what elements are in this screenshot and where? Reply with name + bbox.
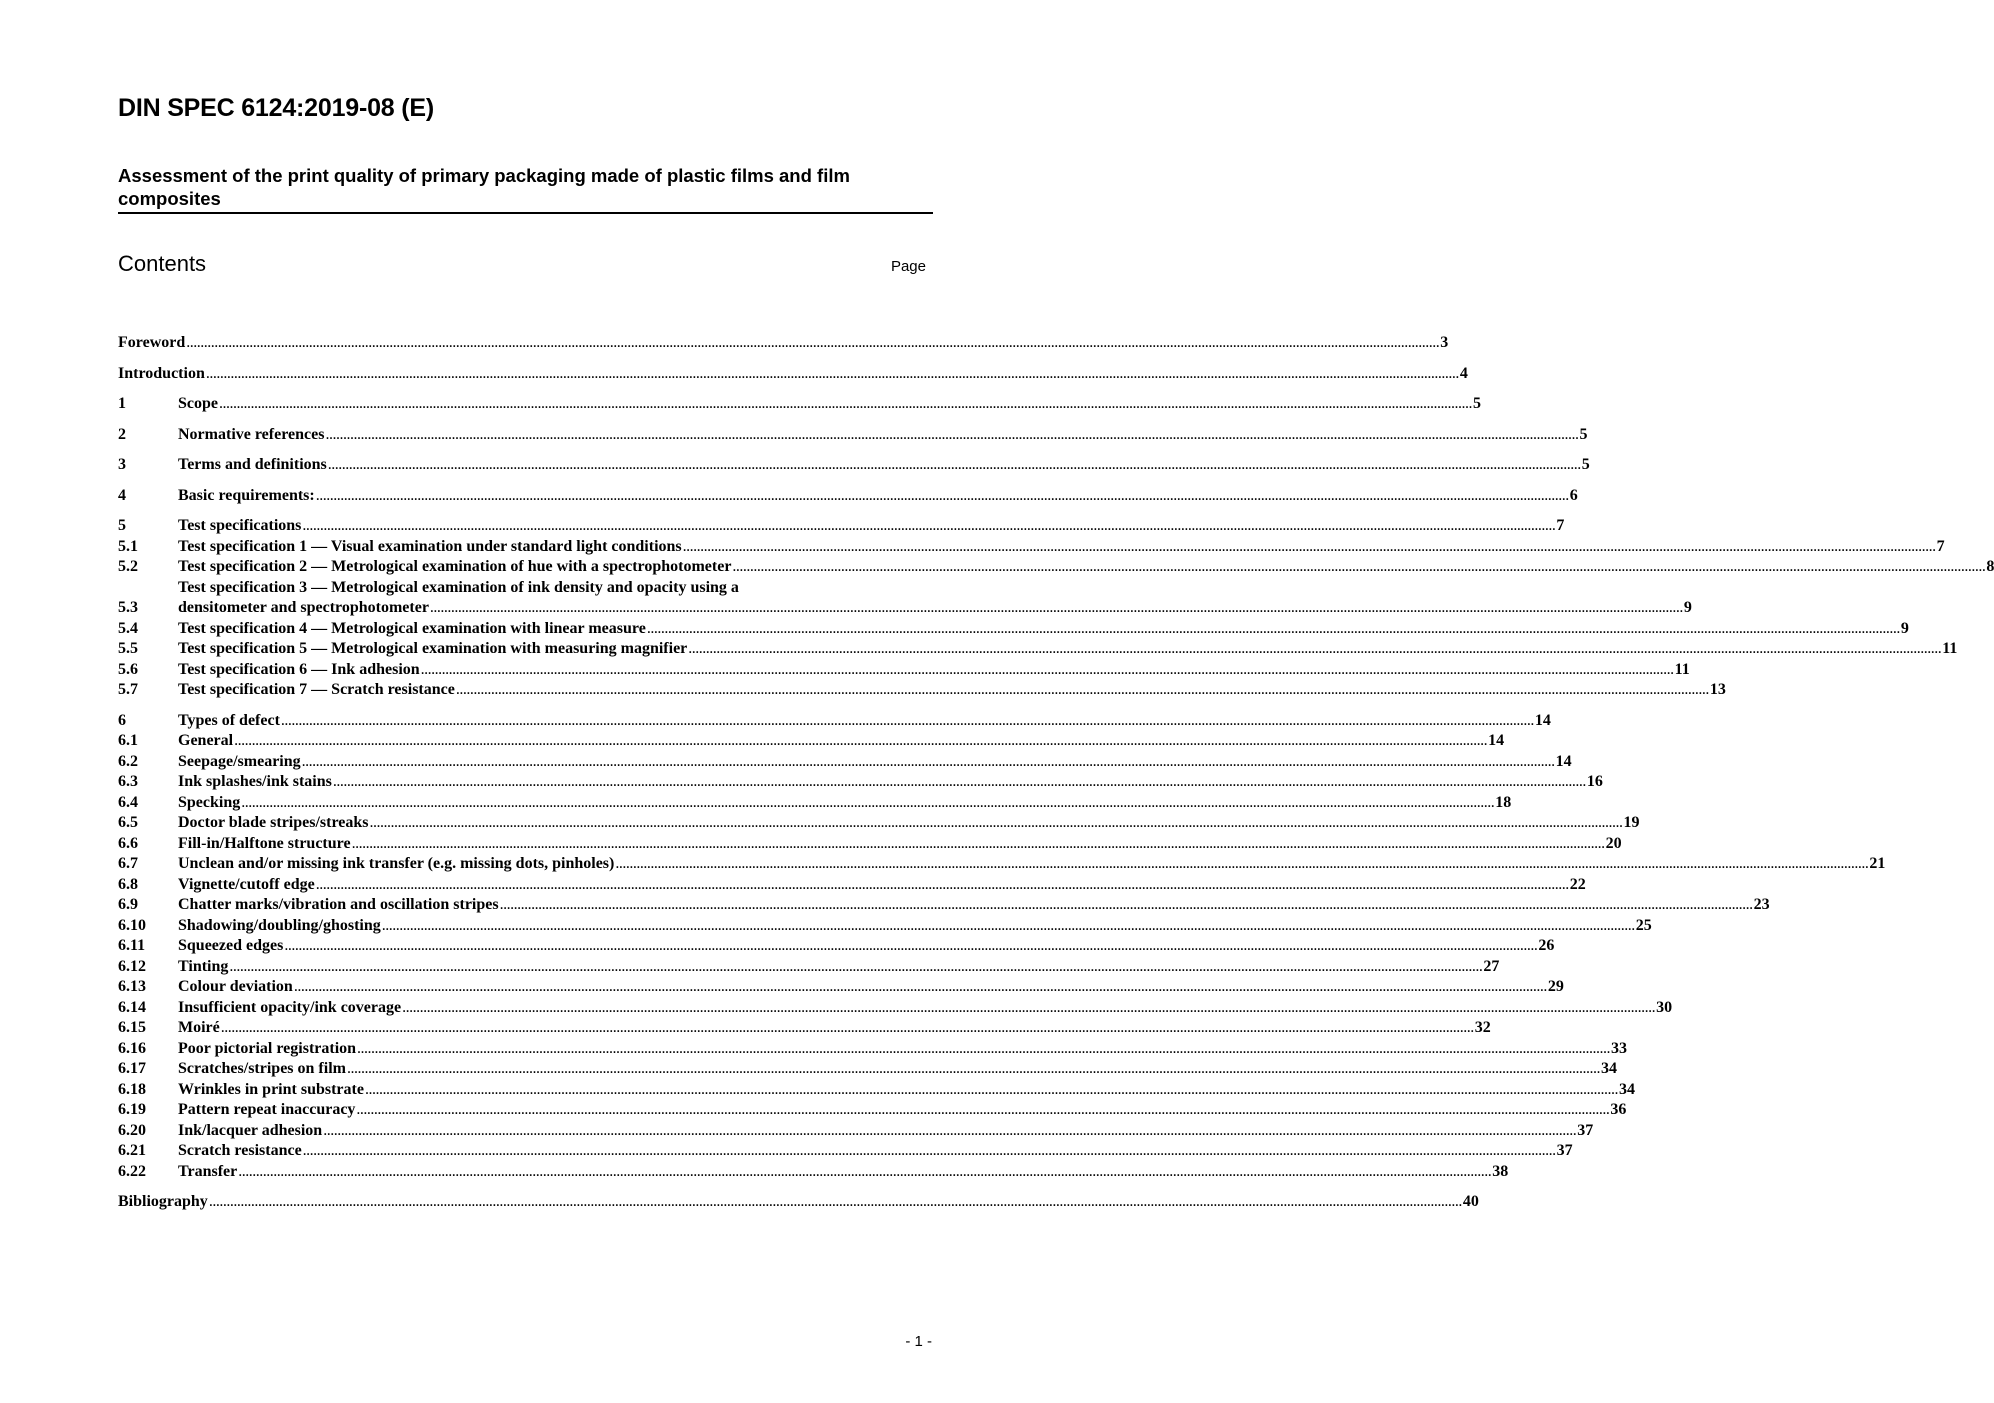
toc-entry[interactable] [118,660,1690,681]
toc-entry-title: Vignette/cutoff edge [178,875,315,893]
toc-entry-number: 6.18 [118,1080,146,1098]
toc-entry-title: Specking [178,793,241,811]
toc-entry[interactable] [118,680,1726,701]
toc-entry-page: 18 [1495,793,1512,811]
toc-entry[interactable] [118,364,1468,385]
toc-entry[interactable] [118,875,1586,896]
toc-entry-title: Insufficient opacity/ink coverage [178,998,402,1016]
toc-leader-dots [221,1018,1474,1039]
toc-entry-title: Ink splashes/ink stains [178,773,332,790]
toc-entry-page: 34 [1618,1080,1635,1098]
toc-entry-page: 14 [1534,711,1551,729]
toc-entry-page: 11 [1942,640,1958,657]
toc-entry-title: Pattern repeat inaccuracy [178,1101,356,1118]
toc-entry-number: 6.19 [118,1101,146,1118]
toc-entry[interactable] [118,1121,1594,1142]
toc-entry-page: 40 [1462,1193,1479,1210]
toc-entry-page: 14 [1555,752,1572,770]
toc-leader-dots [302,516,1555,537]
toc-leader-dots [688,639,1941,660]
toc-entry-number: 6.16 [118,1039,146,1057]
toc-entry-number: 5.5 [118,640,138,657]
toc-entry-number: 5.7 [118,681,138,698]
toc-entry-number: 5.3 [118,599,138,616]
toc-entry-title: Squeezed edges [178,937,284,954]
toc-entry[interactable] [118,1039,1628,1060]
toc-entry-page: 9 [1900,619,1909,637]
toc-leader-dots [328,455,1581,476]
toc-entry-page: 27 [1483,957,1500,975]
toc-entry-number: 6.11 [118,937,146,954]
toc-entry-title: Test specifications [178,517,302,534]
toc-entry-number: 5.2 [118,558,138,575]
toc-entry-number: 6.10 [118,916,146,934]
toc-entry[interactable] [118,455,1590,476]
toc-entry[interactable] [118,425,1588,446]
toc-entry[interactable] [118,977,1564,998]
toc-entry-title: Shadowing/doubling/ghosting [178,916,381,934]
toc-entry-title: Test specification 6 — Ink adhesion [178,660,420,678]
toc-entry-number: 5.1 [118,537,138,555]
toc-leader-dots [647,619,1900,640]
toc-entry-page: 5 [1473,395,1481,412]
contents-heading: Contents [118,251,207,276]
toc-entry-page: 19 [1623,814,1640,831]
toc-entry-title: Tinting [178,957,229,975]
toc-leader-dots [325,425,1578,446]
toc-leader-dots [683,537,1936,558]
toc-leader-dots [382,916,1635,937]
toc-entry-number: 6.5 [118,814,138,831]
toc-entry-title: Test specification 3 — Metrological examination of ink density and opacity using a [178,578,739,596]
toc-entry-number: 6.21 [118,1142,146,1159]
toc-entry-title: Test specification 7 — Scratch resistance [178,681,455,698]
toc-leader-dots [732,557,1985,578]
toc-entry-number: 5.6 [118,660,138,678]
toc-entry[interactable] [118,936,1555,957]
toc-entry-number: 6.9 [118,896,138,913]
toc-leader-dots [241,793,1494,814]
toc-entry-page: 7 [1936,537,1945,555]
toc-entry-title: Poor pictorial registration [178,1039,357,1057]
toc-entry[interactable] [118,854,1886,875]
toc-entry-number: 6 [118,711,126,729]
toc-entry-page: 34 [1600,1060,1617,1077]
toc-entry-number: 1 [118,395,126,412]
toc-entry-title: Scope [178,395,218,412]
toc-entry-title: Doctor blade stripes/streaks [178,814,369,831]
toc-entry-number: 6.7 [118,855,138,872]
toc-entry-title: Test specification 5 — Metrological examination with measuring magnifier [178,640,688,657]
toc-leader-dots [402,998,1655,1019]
toc-entry[interactable] [118,1018,1491,1039]
toc-entry-page: 33 [1611,1039,1628,1057]
toc-entry-number: 5.4 [118,619,138,637]
toc-entry-page: 25 [1635,916,1652,934]
toc-entry[interactable] [118,813,1640,834]
toc-leader-dots [234,731,1487,752]
toc-entry-page: 11 [1674,660,1690,678]
toc-leader-dots [316,486,1569,507]
toc-leader-dots [294,977,1547,998]
page-column-heading: Page [890,258,926,275]
toc-entry-page: 5 [1579,425,1588,443]
toc-entry[interactable] [118,619,1909,640]
toc-entry-page: 8 [1986,558,1994,575]
toc-entry[interactable] [118,998,1673,1019]
toc-entry-number: 6.15 [118,1019,146,1036]
toc-leader-dots [302,752,1555,773]
toc-entry-number: 6.13 [118,978,146,995]
toc-leader-dots [238,1162,1491,1183]
table-of-contents [118,333,1994,1213]
toc-entry[interactable] [118,1162,1509,1183]
toc-leader-dots [209,1192,1462,1213]
toc-leader-dots [323,1121,1576,1142]
toc-leader-dots [333,772,1586,793]
toc-entry-page: 13 [1709,681,1726,698]
toc-entry-page: 5 [1581,456,1590,473]
toc-entry-title: Terms and definitions [178,456,327,473]
toc-leader-dots [316,875,1569,896]
toc-leader-dots [229,957,1482,978]
toc-leader-dots [219,394,1472,415]
toc-entry-title: Transfer [178,1162,238,1180]
toc-entry-title: Seepage/smearing [178,752,301,770]
toc-entry-number: 6.20 [118,1121,146,1139]
toc-leader-dots [206,364,1459,385]
toc-entry-title: Wrinkles in print substrate [178,1080,364,1098]
toc-entry[interactable] [118,537,1945,558]
toc-entry-number: 6.3 [118,773,138,790]
toc-entry[interactable] [118,1080,1635,1101]
toc-entry-title: Bibliography [118,1193,208,1210]
toc-entry[interactable] [118,731,1505,752]
toc-entry-title: Introduction [118,364,205,382]
toc-entry-number: 5 [118,517,126,534]
toc-entry-number: 6.14 [118,998,146,1016]
toc-entry-title: Colour deviation [178,978,293,995]
toc-entry-title: Moiré [178,1019,220,1036]
toc-entry[interactable] [118,394,1481,415]
toc-entry-page: 22 [1569,875,1586,893]
toc-leader-dots [303,1141,1556,1162]
toc-entry-title: Foreword [118,334,186,351]
toc-entry-page: 3 [1440,334,1449,351]
toc-entry-page: 38 [1492,1162,1509,1180]
toc-entry-page: 36 [1610,1101,1627,1118]
toc-entry-page: 37 [1577,1121,1594,1139]
toc-entry-page: 4 [1459,364,1468,382]
toc-leader-dots [365,1080,1618,1101]
toc-entry-number: 6.22 [118,1162,146,1180]
toc-entry-number: 6.17 [118,1060,146,1077]
toc-leader-dots [186,333,1439,354]
toc-leader-dots [352,834,1605,855]
toc-entry-number: 6.8 [118,875,138,893]
toc-entry-title: General [178,732,234,749]
toc-leader-dots [284,936,1537,957]
toc-entry-title: Chatter marks/vibration and oscillation stripes [178,896,499,913]
toc-entry-page: 29 [1547,978,1564,995]
toc-entry-page: 21 [1869,855,1886,872]
toc-leader-dots [370,813,1623,834]
toc-entry-number: 6.12 [118,957,146,975]
toc-leader-dots [281,711,1534,732]
toc-leader-dots [615,854,1868,875]
toc-entry[interactable] [118,639,1958,660]
toc-entry-number: 6.1 [118,732,138,749]
toc-entry-title: Normative references [178,425,325,443]
page-number: - 1 - [905,1333,932,1350]
document-id: DIN SPEC 6124:2019-08 (E) [118,94,434,122]
toc-entry-title: Unclean and/or missing ink transfer (e.g. missing dots, pinholes) [178,855,615,872]
toc-entry-number: 2 [118,425,126,443]
toc-entry[interactable] [118,486,1578,507]
toc-entry-page: 26 [1538,937,1555,954]
toc-entry[interactable] [118,516,1565,537]
toc-leader-dots [430,598,1683,619]
toc-entry[interactable] [118,772,1603,793]
toc-entry-title: Test specification 2 — Metrological examination of hue with a spectrophotometer [178,558,732,575]
toc-leader-dots [356,1100,1609,1121]
toc-entry[interactable] [118,895,1770,916]
toc-entry[interactable] [118,916,1652,937]
toc-entry[interactable] [118,834,1622,855]
toc-entry[interactable] [118,711,1551,732]
toc-entry[interactable] [118,793,1512,814]
toc-entry-page: 30 [1656,998,1673,1016]
toc-entry[interactable] [118,1141,1573,1162]
toc-leader-dots [357,1039,1610,1060]
toc-entry-page: 16 [1586,773,1603,790]
toc-entry[interactable] [118,1192,1479,1213]
toc-entry[interactable] [118,578,1692,619]
toc-entry-number: 6.6 [118,834,138,852]
toc-leader-dots [500,895,1753,916]
toc-entry-page: 20 [1605,834,1622,852]
toc-entry[interactable] [118,557,1994,578]
toc-leader-dots [347,1059,1600,1080]
toc-entry-number: 6.2 [118,752,138,770]
toc-entry-page: 23 [1753,896,1770,913]
toc-leader-dots [456,680,1709,701]
toc-entry-page: 37 [1556,1142,1573,1159]
toc-entry-page: 14 [1488,732,1505,749]
toc-entry-title: Test specification 1 — Visual examination under standard light conditions [178,537,682,555]
document-subtitle: Assessment of the print quality of primary packaging made of plastic films and film composites [118,164,933,214]
toc-entry[interactable] [118,1059,1617,1080]
toc-entry-page: 7 [1556,517,1565,534]
toc-entry-number: 4 [118,486,126,504]
toc-entry[interactable] [118,1100,1627,1121]
toc-entry-title: Basic requirements: [178,486,315,504]
toc-entry-title-continued: densitometer and spectrophotometer [178,599,429,616]
toc-entry-title: Types of defect [178,711,280,729]
toc-entry-title: Scratch resistance [178,1142,302,1159]
toc-entry-page: 32 [1474,1019,1491,1036]
toc-entry[interactable] [118,333,1449,354]
toc-entry-page: 9 [1683,599,1692,616]
toc-leader-dots [421,660,1674,681]
toc-entry-number: 3 [118,456,126,473]
toc-entry-title: Ink/lacquer adhesion [178,1121,323,1139]
toc-entry-number: 6.4 [118,793,138,811]
toc-entry-title: Fill-in/Halftone structure [178,834,351,852]
toc-entry-title: Scratches/stripes on film [178,1060,346,1077]
toc-entry[interactable] [118,957,1500,978]
toc-entry-title: Test specification 4 — Metrological examination with linear measure [178,619,646,637]
toc-entry-page: 6 [1569,486,1578,504]
toc-entry[interactable] [118,752,1572,773]
